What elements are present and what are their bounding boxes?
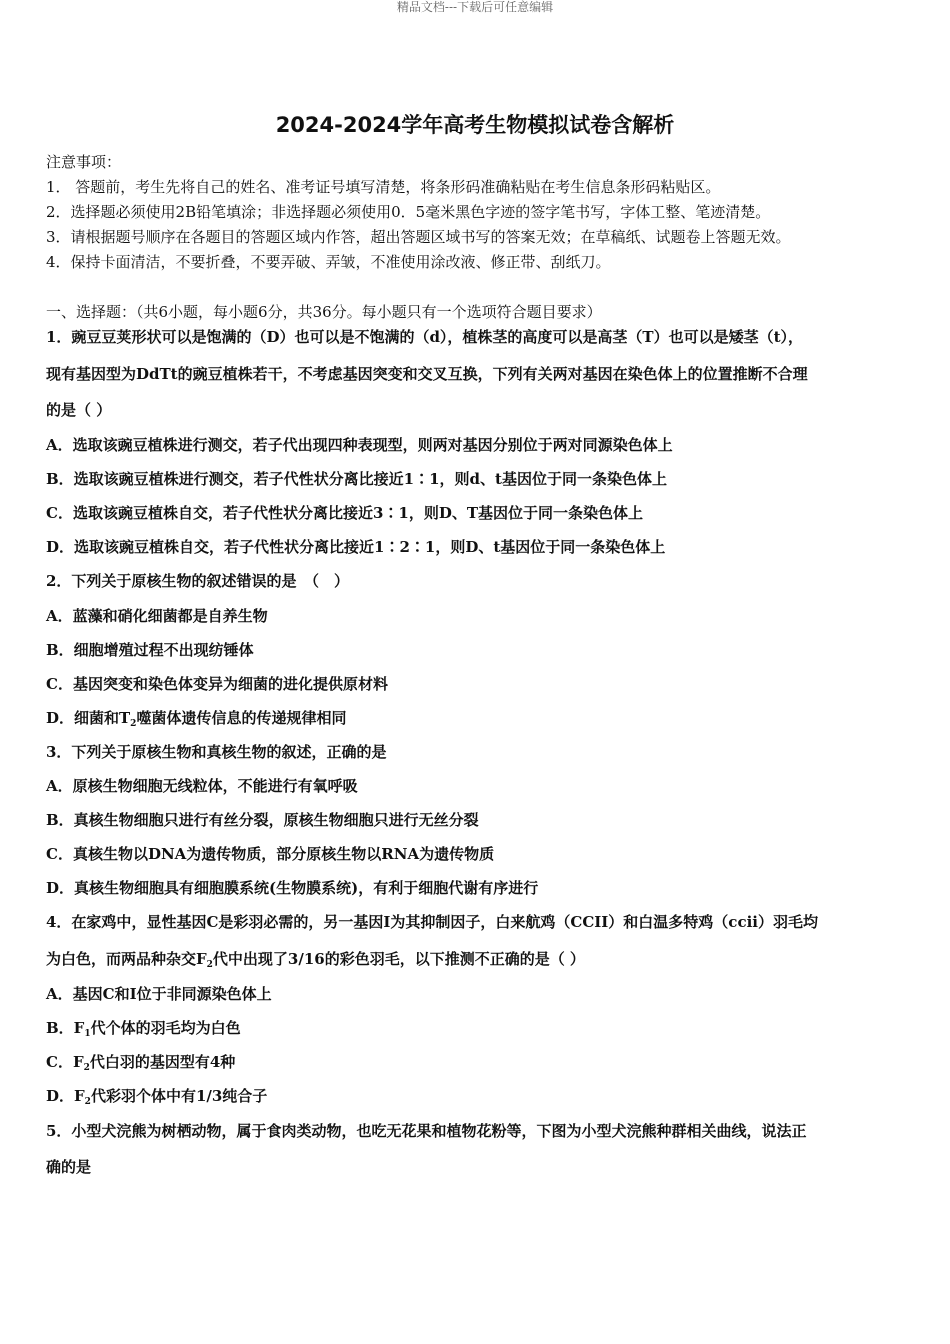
notice-item-1: 1． 答题前，考生先将自己的姓名、准考证号填写清楚，将条形码准确粘贴在考生信息条形码粘贴区。 [46,178,721,196]
q2-option-a: A．蓝藻和硝化细菌都是自养生物 [46,607,268,625]
q2-option-d-text: D．细菌和T [46,709,131,727]
q2-option-d-subscript: 2 [130,719,137,729]
q4-option-d-subscript: 2 [84,1097,91,1107]
q4-option-c-text-rest: 代白羽的基因型有4种 [89,1053,236,1071]
q5-stem-line-1: 5．小型犬浣熊为树栖动物，属于食肉类动物，也吃无花果和植物花粉等，下图为小型犬浣熊种群相关曲线，说法正 [46,1122,807,1140]
q2-option-d [46,708,346,728]
notice-item-2: 2．选择题必须使用2B铅笔填涂；非选择题必须使用0．5毫米黑色字迹的签字笔书写，字体工整、笔迹清楚。 [46,203,771,221]
notice-item-4: 4．保持卡面清洁，不要折叠，不要弄破、弄皱，不准使用涂改液、修正带、刮纸刀。 [46,253,611,271]
q4-option-d-text: D．F [46,1087,85,1105]
q1-stem-line-3: 的是（ ） [46,401,112,419]
q2-stem: 2．下列关于原核生物的叙述错误的是 （ ） [46,572,349,590]
q1-option-c: C．选取该豌豆植株自交，若子代性状分离比接近3∶1，则D、T基因位于同一条染色体上 [46,504,643,522]
page-title: 2024-2024学年高考生物模拟试卷含解析 [275,113,675,137]
q4-option-b [46,1018,241,1038]
q3-option-b: B．真核生物细胞只进行有丝分裂，原核生物细胞只进行无丝分裂 [46,811,479,829]
q4-option-c-text: C．F [46,1053,84,1071]
q4-stem-line-2 [46,949,585,969]
notice-item-3: 3．请根据题号顺序在各题目的答题区域内作答，超出答题区域书写的答案无效；在草稿纸、试题卷上答题无效。 [46,228,791,246]
q3-option-c: C．真核生物以DNA为遗传物质，部分原核生物以RNA为遗传物质 [46,845,495,863]
q2-option-c: C．基因突变和染色体变异为细菌的进化提供原材料 [46,675,388,693]
q4-stem-text: 为白色，而两品种杂交F [46,950,207,968]
q4-option-b-subscript: 1 [84,1029,91,1039]
page-header-note: 精品文档---下载后可任意编辑 [396,0,554,14]
q4-option-b-text: B．F [46,1019,85,1037]
q3-option-a: A．原核生物细胞无线粒体，不能进行有氧呼吸 [46,777,358,795]
q4-option-d [46,1086,267,1106]
q4-option-d-text-rest: 代彩羽个体中有1/3纯合子 [90,1087,268,1105]
q3-stem: 3．下列关于原核生物和真核生物的叙述，正确的是 [46,743,387,761]
q1-stem-line-1: 1．豌豆豆荚形状可以是饱满的（D）也可以是不饱满的（d），植株茎的高度可以是高茎（T）也可以是矮茎（t）， [46,328,804,346]
q1-stem-line-2: 现有基因型为DdTt的豌豆植株若干，不考虑基因突变和交叉互换，下列有关两对基因在染色体上的位置推断不合理 [46,365,808,383]
q2-option-b: B．细胞增殖过程不出现纺锤体 [46,641,254,659]
q4-option-c [46,1052,235,1072]
q1-option-a: A．选取该豌豆植株进行测交，若子代出现四种表现型，则两对基因分别位于两对同源染色体上 [46,436,673,454]
q3-option-d: D．真核生物细胞具有细胞膜系统(生物膜系统)，有利于细胞代谢有序进行 [46,879,539,897]
q4-stem-text-rest: 代中出现了3/16的彩色羽毛，以下推测不正确的是（ ） [212,950,585,968]
q4-option-b-text-rest: 代个体的羽毛均为白色 [90,1019,241,1037]
q2-option-d-text-rest: 噬菌体遗传信息的传递规律相同 [136,709,347,727]
q1-option-b: B．选取该豌豆植株进行测交，若子代性状分离比接近1∶1，则d、t基因位于同一条染色体上 [46,470,667,488]
q4-option-a: A．基因C和I位于非同源染色体上 [46,985,272,1003]
q1-option-d: D．选取该豌豆植株自交，若子代性状分离比接近1∶2∶1，则D、t基因位于同一条染色体上 [46,538,666,556]
q4-option-c-subscript: 2 [83,1063,90,1073]
notice-heading: 注意事项： [46,153,122,171]
q4-stem-subscript: 2 [206,960,213,970]
section-heading: 一、选择题：（共6小题，每小题6分，共36分。每小题只有一个选项符合题目要求） [46,303,602,321]
q4-stem-line-1: 4．在家鸡中，显性基因C是彩羽必需的，另一基因I为其抑制因子，白来航鸡（CCII）和白温多特鸡（ccii）羽毛均 [46,913,818,931]
q5-stem-line-2: 确的是 [46,1158,92,1176]
